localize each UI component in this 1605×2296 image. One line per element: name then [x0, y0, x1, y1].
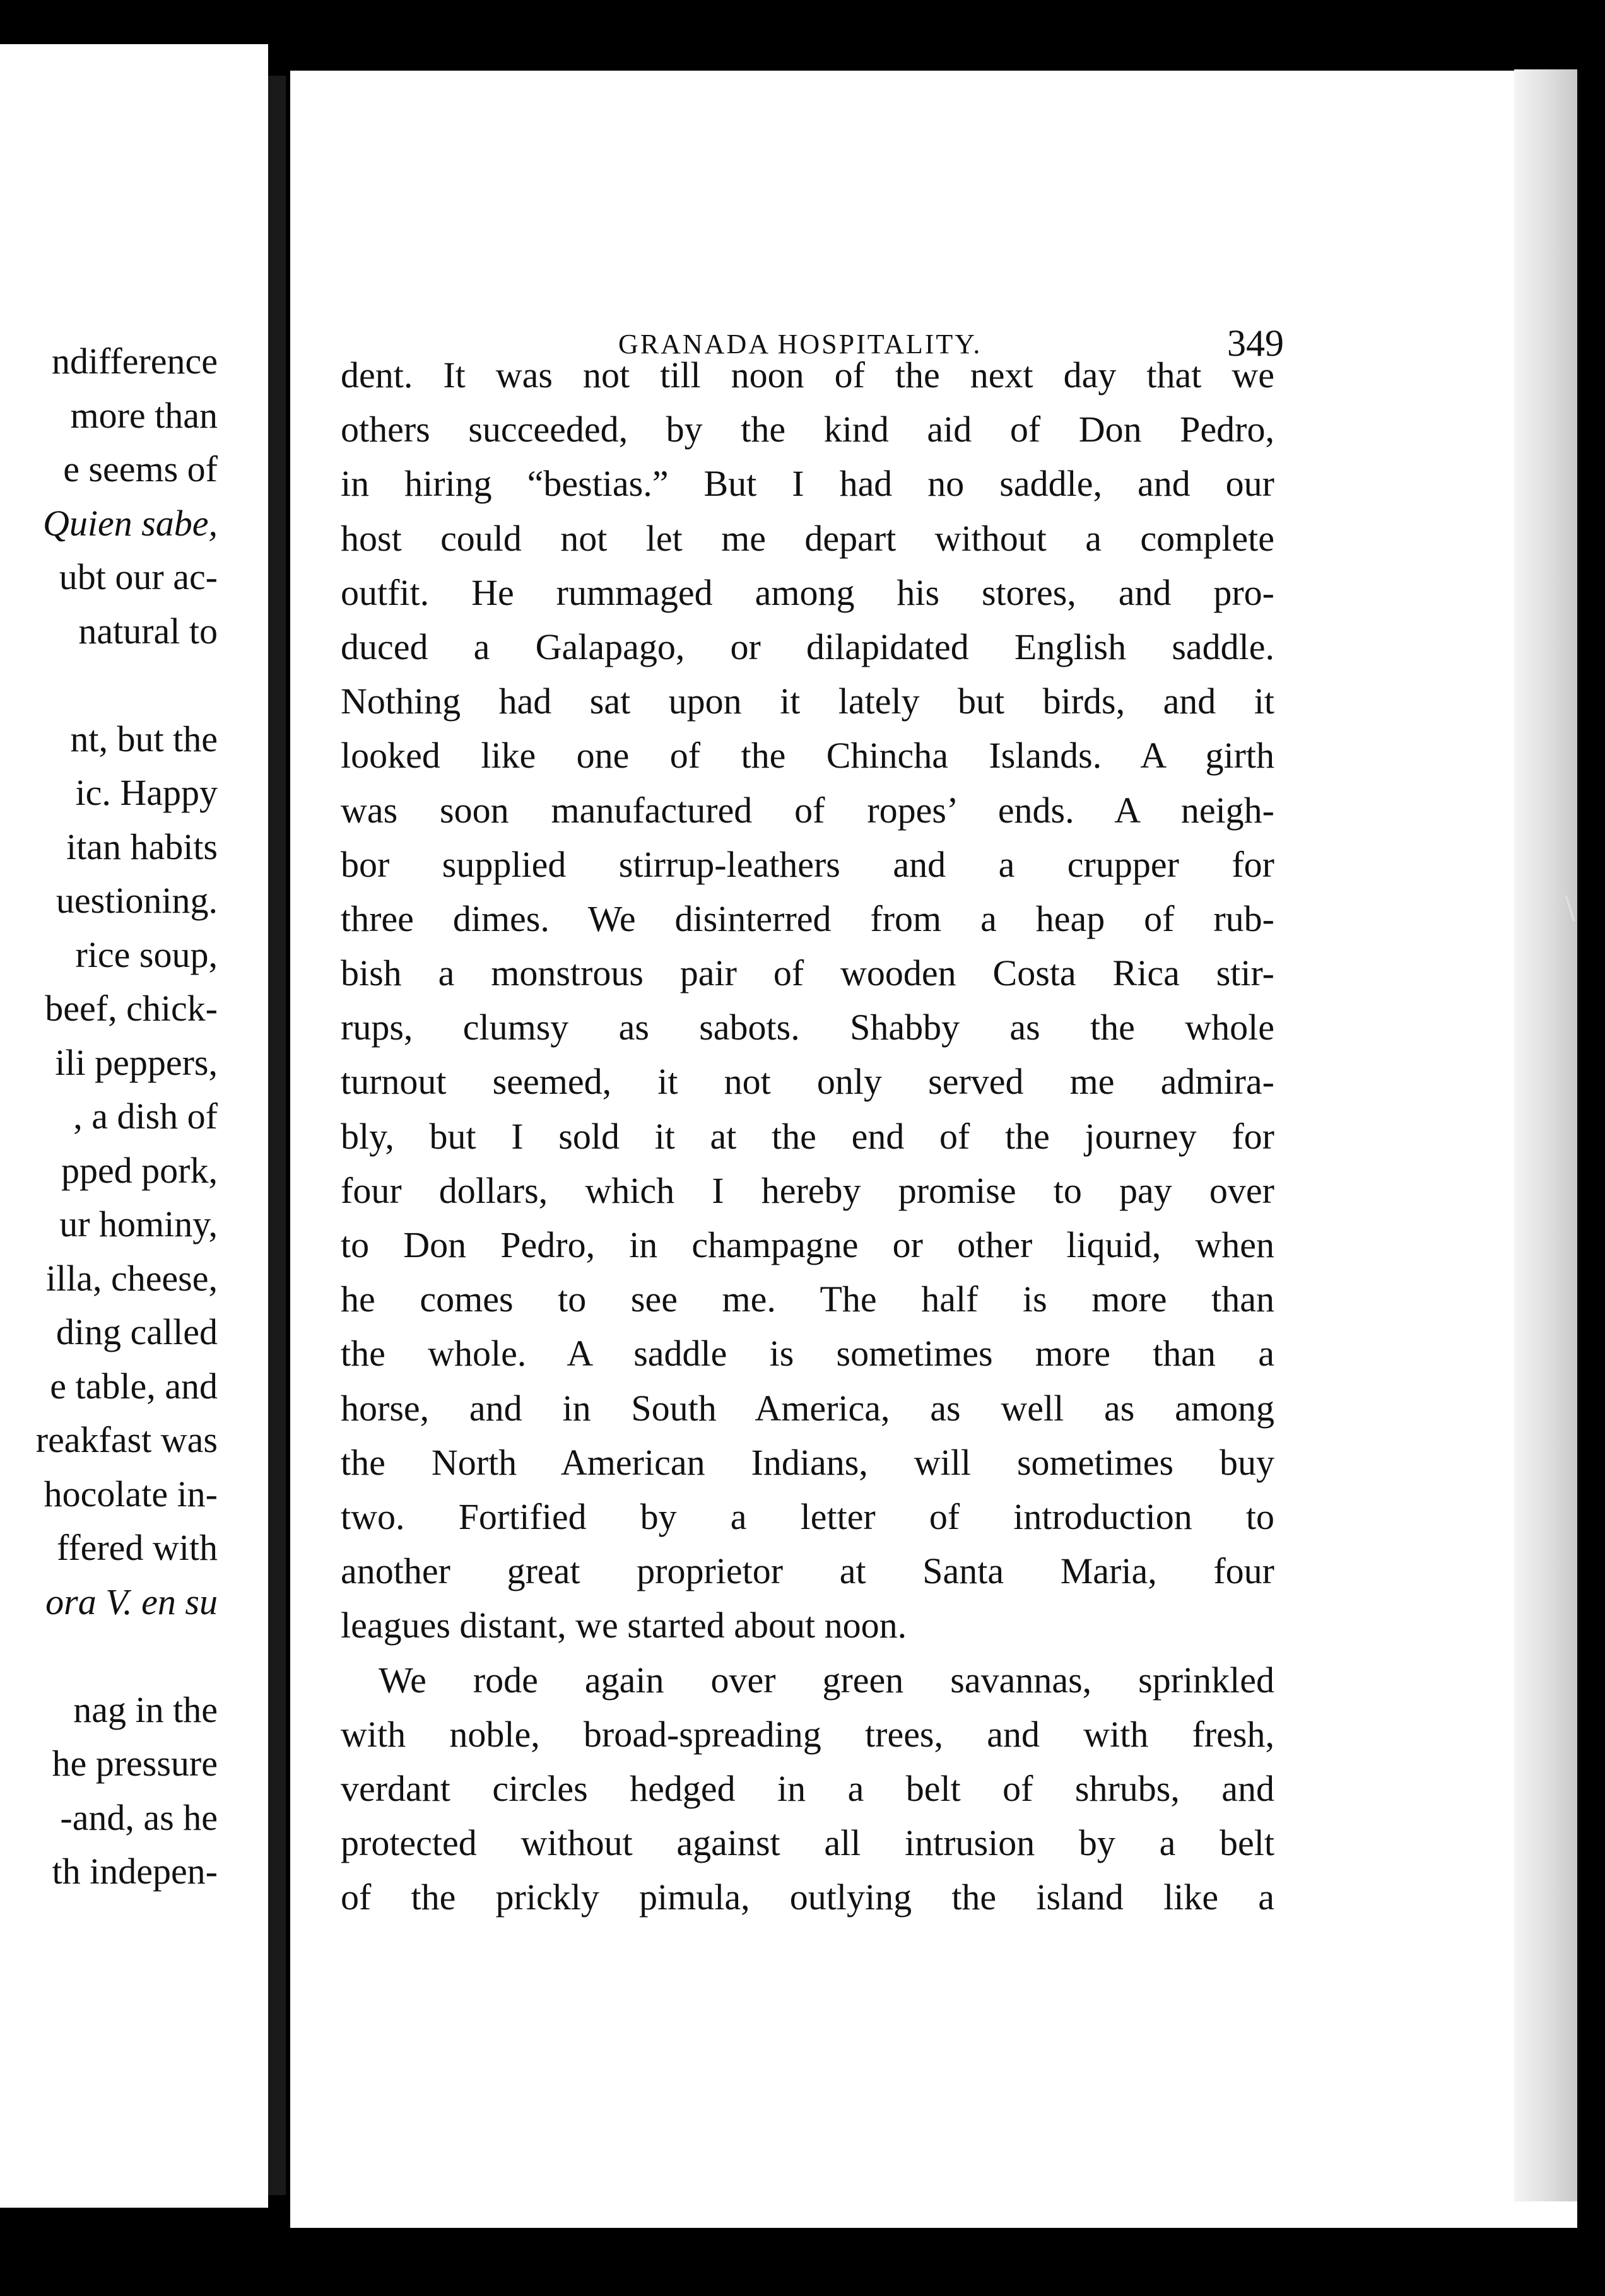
text-line: the North American Indians, will sometimes buy	[341, 1441, 1274, 1483]
text-line: others succeeded, by the kind aid of Don Pedro,	[341, 409, 1274, 450]
text-line: We rode again over green savannas, sprinkled	[379, 1659, 1274, 1701]
text-line: Nothing had sat upon it lately but birds, and it	[341, 681, 1274, 722]
left-line: e table, and	[50, 1365, 218, 1407]
text-line: duced a Galapago, or dilapidated English saddle.	[341, 626, 1274, 667]
text-line: another great proprietor at Santa Maria, four	[341, 1550, 1274, 1592]
book-spine	[268, 76, 286, 2195]
left-line: ndifference	[52, 341, 218, 382]
left-line: itan habits	[66, 826, 218, 867]
text-line: protected without against all intrusion by a belt	[341, 1822, 1274, 1864]
text-line: the whole. A saddle is sometimes more than a	[341, 1333, 1274, 1374]
left-line: nt, but the	[70, 718, 218, 759]
text-line: two. Fortified by a letter of introduction to	[341, 1496, 1274, 1537]
text-line: turnout seemed, it not only served me admira-	[341, 1061, 1274, 1103]
left-line: ora V. en su	[45, 1581, 218, 1622]
left-line: illa, cheese,	[45, 1257, 218, 1299]
left-line	[0, 658, 218, 712]
margin-mark: \	[1565, 889, 1575, 926]
page-number: 349	[1227, 322, 1284, 364]
left-page	[0, 44, 268, 2208]
left-line: ding called	[56, 1311, 218, 1352]
page-edge-shadow	[1514, 69, 1577, 2201]
text-line: verdant circles hedged in a belt of shrubs, and	[341, 1767, 1274, 1809]
left-line: natural to	[78, 610, 218, 652]
left-line: rice soup,	[75, 934, 218, 975]
left-line: uestioning.	[56, 880, 218, 921]
left-line: ili peppers,	[55, 1041, 218, 1083]
left-line: ffered with	[57, 1527, 218, 1568]
left-line: hocolate in-	[44, 1473, 218, 1514]
left-line: -and, as he	[60, 1796, 218, 1838]
left-line: pped pork,	[61, 1149, 218, 1191]
left-line: he pressure	[52, 1743, 218, 1784]
right-page	[290, 71, 1577, 2228]
text-line: looked like one of the Chincha Islands. A girth	[341, 735, 1274, 776]
text-line: three dimes. We disinterred from a heap of rub-	[341, 898, 1274, 939]
text-line: bish a monstrous pair of wooden Costa Rica stir-	[341, 952, 1274, 994]
text-line: bly, but I sold it at the end of the journey for	[341, 1115, 1274, 1157]
left-line: beef, chick-	[45, 988, 218, 1029]
text-line: was soon manufactured of ropes’ ends. A neigh-	[341, 789, 1274, 831]
text-line: to Don Pedro, in champagne or other liquid, when	[341, 1224, 1274, 1265]
text-line: rups, clumsy as sabots. Shabby as the whole	[341, 1007, 1274, 1048]
left-page-text	[0, 334, 218, 1899]
left-line: ur hominy,	[59, 1204, 218, 1245]
text-line: bor supplied stirrup-leathers and a crupper for	[341, 843, 1274, 885]
running-head-title: GRANADA HOSPITALITY.	[618, 329, 982, 360]
left-line: nag in the	[73, 1689, 218, 1730]
left-line: e seems of	[63, 448, 218, 489]
text-line: horse, and in South America, as well as among	[341, 1387, 1274, 1429]
left-line: more than	[70, 394, 218, 436]
text-line: dent. It was not till noon of the next day that we	[341, 354, 1274, 395]
text-line: in hiring “bestias.” But I had no saddle, and our	[341, 463, 1274, 505]
left-line: ic. Happy	[75, 772, 218, 813]
text-line: outfit. He rummaged among his stores, and pro-	[341, 571, 1274, 613]
body-text	[341, 348, 1274, 1924]
left-line	[0, 1629, 218, 1683]
text-line: leagues distant, we started about noon.	[341, 1605, 907, 1646]
text-line: with noble, broad-spreading trees, and with fresh,	[341, 1713, 1274, 1755]
left-line: , a dish of	[73, 1096, 218, 1137]
text-line: four dollars, which I hereby promise to pay over	[341, 1169, 1274, 1211]
text-line: of the prickly pimula, outlying the island like a	[341, 1877, 1274, 1918]
text-line: host could not let me depart without a complete	[341, 517, 1274, 559]
left-line: Quien sabe,	[42, 502, 218, 544]
left-line: th indepen-	[52, 1851, 218, 1892]
left-line: reakfast was	[35, 1419, 218, 1460]
text-line: he comes to see me. The half is more than	[341, 1279, 1274, 1320]
left-line: ubt our ac-	[59, 556, 218, 597]
